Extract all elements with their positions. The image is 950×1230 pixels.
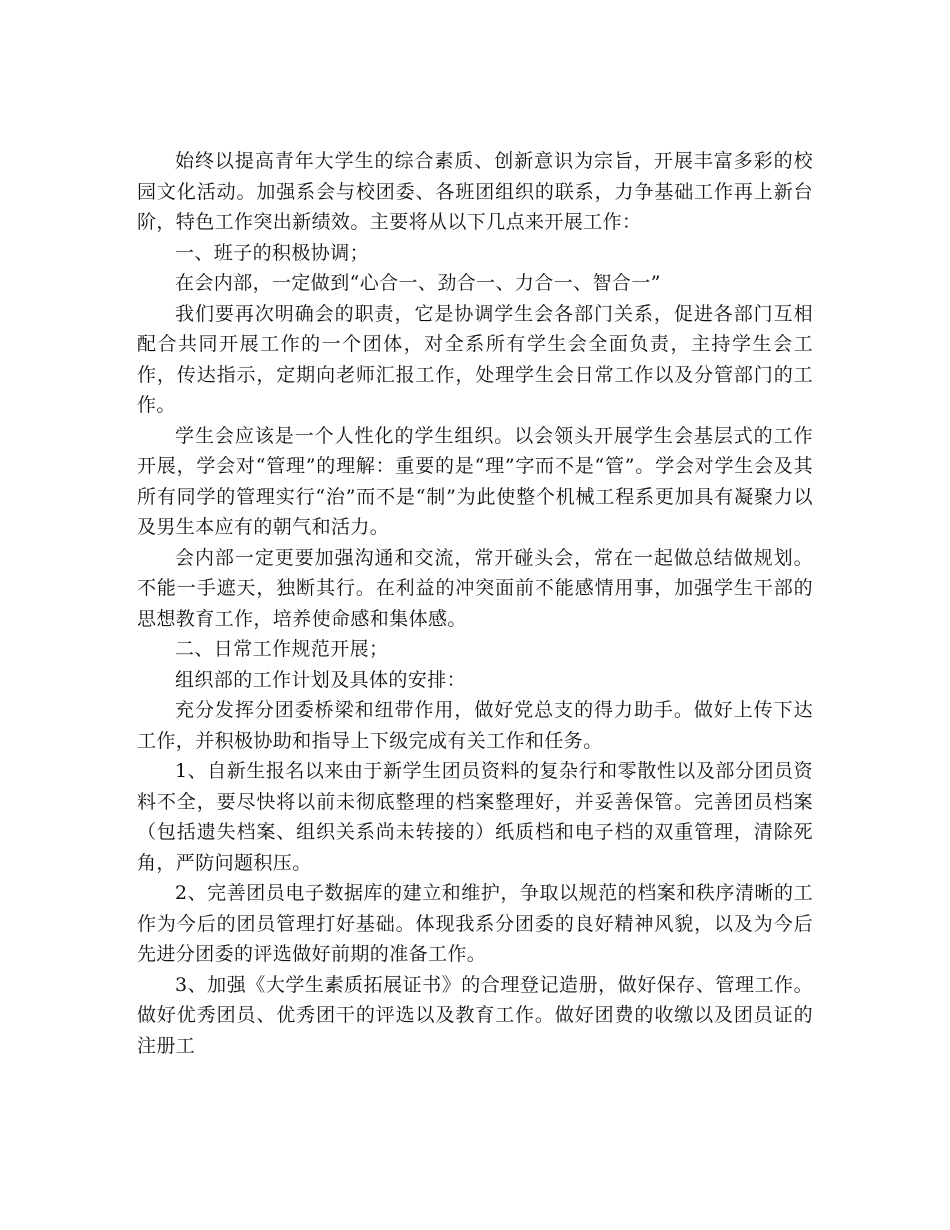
list-item-3: 3、加强《大学生素质拓展证书》的合理登记造册，做好保存、管理工作。做好优秀团员、优秀团干的评选以及教育工作。做好团费的收缴以及团员证的注册工 — [137, 973, 813, 1057]
heading-section-2: 二、日常工作规范开展； — [175, 638, 389, 660]
list-item-1: 1、自新生报名以来由于新学生团员资料的复杂行和零散性以及部分团员资料不全，要尽快将以前未彻底整理的档案整理好，并妥善保管。完善团员档案（包括遗失档案、组织关系尚未转接的）纸质档和电子档的双重管理，清除死角，严防问题积压。 — [137, 760, 813, 874]
paragraph: 学生会应该是一个人性化的学生组织。以会领头开展学生会基层式的工作开展，学会对“管理”的理解：重要的是“理”字而不是“管”。学会对学生会及其所有同学的管理实行“治”而不是“制”为此使整个机械工程系更加具有凝聚力以及男生本应有的朝气和活力。 — [137, 424, 813, 538]
paragraph: 充分发挥分团委桥梁和纽带作用，做好党总支的得力助手。做好上传下达工作，并积极协助和指导上下级完成有关工作和任务。 — [137, 699, 813, 752]
list-item-2: 2、完善团员电子数据库的建立和维护，争取以规范的档案和秩序清晰的工作为今后的团员管理打好基础。体现我系分团委的良好精神风貌，以及为今后先进分团委的评选做好前期的准备工作。 — [137, 882, 813, 965]
paragraph: 在会内部，一定做到“心合一、劲合一、力合一、智合一” — [175, 272, 661, 294]
heading-section-1: 一、班子的积极协调； — [175, 241, 370, 264]
paragraph: 会内部一定更要加强沟通和交流，常开碰头会，常在一起做总结做规划。不能一手遮天，独断其行。在利益的冲突面前不能感情用事，加强学生干部的思想教育工作，培养使命感和集体感。 — [137, 546, 813, 630]
paragraph: 组织部的工作计划及具体的安排： — [175, 668, 467, 691]
paragraph-intro: 始终以提高青年大学生的综合素质、创新意识为宗旨，开展丰富多彩的校园文化活动。加强系会与校团委、各班团组织的联系，力争基础工作再上新台阶，特色工作突出新绩效。主要将从以下几点来开展工作： — [137, 150, 813, 233]
paragraph: 我们要再次明确会的职责，它是协调学生会各部门关系，促进各部门互相配合共同开展工作的一个团体，对全系所有学生会全面负责，主持学生会工作，传达指示，定期向老师汇报工作，处理学生会日常工作以及分管部门的工作。 — [137, 302, 813, 416]
document-body — [137, 146, 813, 1061]
